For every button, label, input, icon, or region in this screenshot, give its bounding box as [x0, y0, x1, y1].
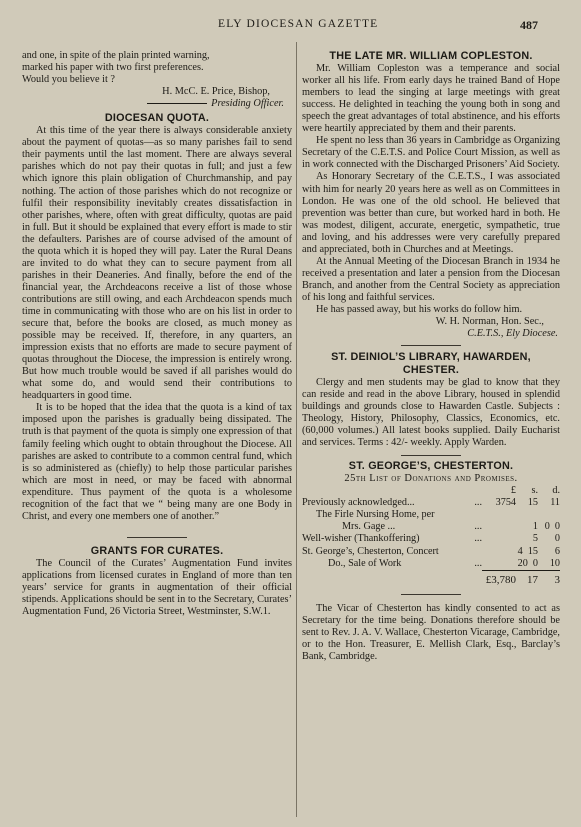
grants-paragraph: The Council of the Curates’ Augmentation Fund invites applications from licensed curates in England of more than ten years’ service for grants in augmentation of their official stipends. Applications should be sent in to the Secretary, Curates’ Augmentation Fund, 26 Victoria Street, Westminster, S.W.1. — [22, 557, 292, 618]
gazette-title: ELY DIOCESAN GAZETTE — [218, 18, 379, 30]
copleston-paragraph-3: As Honorary Secretary of the C.E.T.S., I was associated with him for nearly 20 years here as well as on Committees in London. He was one of the old school. He believed that prevention was better than cure, but worked hard in both. He was modest, diligent, accurate, energetic, sympathetic, true and loving, and his addresses were very carefully prepared and appreciated, both in Churches and at Meetings. — [302, 171, 560, 255]
signature-role: Presiding Officer. — [211, 98, 284, 110]
total-shillings: 17 — [516, 571, 538, 587]
page-header — [0, 18, 581, 34]
intro-line: and one, in spite of the plain printed warning, — [22, 50, 210, 61]
currency-shillings: s. — [531, 484, 538, 496]
total-row — [302, 571, 560, 587]
copleston-heading: THE LATE MR. WILLIAM COPLESTON. — [329, 50, 533, 62]
section-rule — [401, 455, 461, 456]
george-heading: ST. GEORGE’S, CHESTERTON. — [348, 459, 514, 472]
signature-name: H. McC. E. Price, Bishop, — [162, 86, 270, 98]
library-paragraph: Clergy and men students may be glad to know that they can reside and read in the above Library, housed in splendid buildings and grounds close to Hawarden Castle. Subjects : Theology, History, Philosophy, Classics, Economics, etc. (60,000 volumes.) All latest books supplied. Daily Eucharist and services. Terms : 42/- weekly. Apply Warden. — [302, 377, 560, 449]
currency-pence: d. — [552, 484, 560, 496]
george-subheading: 25th List of Donations and Promises. — [344, 472, 518, 484]
library-heading-1: ST. DEINIOL’S LIBRARY, HAWARDEN, — [331, 351, 531, 364]
copleston-signature-1: W. H. Norman, Hon. Sec., — [435, 316, 544, 328]
currency-row — [302, 485, 560, 497]
quota-paragraph-1: At this time of the year there is always considerable anxiety about the payment of quotas—as so many parishes fail to send their payments until the last moment. There are always several parishes which do not pay their quotas in full; and just a few which ignore this plain obligation of Churchmanship, and pay nothing. The action of those parishes which do not recognize or fulfil their responsibility inevitably creates dissatisfaction in other parishes, where, often with great difficulty, quotas are paid in full. But it should be explained that every effort is made to stir the defaulters. Parishes are of course advised of the amount of the quota which it is hoped they will pay. Later the Rural Deans are invited to do what they can to secure payment from all parishes in their Deaneries. And finally, before the end of the financial year, the Archdeacons receive a list of those whose contributions are still owing, and each Archdeacon spends much time in communicating with those who are on his list in order to secure that, before the books are closed, as much money as possible may be received. If, therefore, in any quarters, an impression exists that no efforts are made to secure payment of quotas throughout the Diocese, the impression is entirely wrong. But how much trouble would be saved if all parishes would do what some do, and would send their contributions to headquarters in good time. — [22, 125, 292, 402]
copleston-paragraph-1: Mr. William Copleston was a temperance and social worker all his life. From early days he trained Band of Hope members to lead the singing at large meetings with great success. He delighted in teaching the young both in song and speech the great advantages of total abstinence, and his efforts were heartily appreciated by them and their parents. — [302, 63, 560, 135]
table-row: Previously acknowledged... ... 3754 15 11 — [302, 496, 560, 508]
quota-paragraph-2: It is to be hoped that the idea that the quota is a kind of tax imposed upon the parishes is gradually being dissipated. The truth is that payment of the quota is simply one expression of that family feeling which ought to obtain throughout the Diocese. All parishes are asked to contribute to a common central fund, which is so administered as (chiefly) to help those particular parishes which are most in need, or may be faced with abnormal expenditure. Thus payment of the quota is a wholesome recognition of the fact that we “ being many are one Body in Christ, and every one members one of another.” — [22, 402, 292, 522]
library-heading-2: CHESTER. — [402, 364, 460, 377]
donations-table — [302, 485, 560, 587]
signature-role-line — [22, 98, 292, 110]
vicar-paragraph: The Vicar of Chesterton has kindly consented to act as Secretary for the time being. Donations therefore should be sent to Rev. J. A. V. Wallace, Chesterton Vicarage, Cambridge, or to the Hon. Treasurer, E. Mellish Clark, Esq., Barclay’s Bank, Cambridge. — [302, 603, 560, 663]
copleston-paragraph-2: He spent no less than 36 years in Cambridge as Organizing Secretary of the C.E.T.S. and Police Court Mission, as well as in work connected with the Discharged Prisoners’ Aid Society. — [302, 135, 560, 171]
quota-heading: DIOCESAN QUOTA. — [104, 112, 210, 125]
intro-line: marked his paper with two first preferences. — [22, 62, 204, 74]
intro-line: Would you believe it ? — [22, 74, 115, 86]
table-row: Mrs. Gage ... ... 1 0 0 — [342, 521, 560, 533]
column-divider — [296, 42, 297, 817]
copleston-paragraph-4: At the Annual Meeting of the Diocesan Branch in 1934 he received a presentation and later a pension from the Diocesan Branch, and another from the Central Society as appreciation of his long and faithful services. — [302, 255, 560, 303]
copleston-signature-2: C.E.T.S., Ely Diocese. — [467, 328, 558, 340]
right-column — [302, 48, 560, 663]
table-row: The Firle Nursing Home, per — [316, 509, 435, 520]
copleston-paragraph-5: He has passed away, but his works do follow him. — [316, 303, 523, 315]
grants-heading: GRANTS FOR CURATES. — [90, 544, 224, 557]
table-row: Do., Sale of Work ... 20 0 10 — [328, 557, 560, 569]
section-rule — [401, 594, 461, 595]
section-rule — [401, 345, 461, 346]
total-pounds: £3,780 — [482, 571, 516, 587]
signature-rule — [147, 103, 207, 104]
table-row: St. George’s, Chesterton, Concert 4 15 6 — [302, 545, 560, 557]
table-row: Well-wisher (Thankoffering) ... 5 0 — [302, 533, 560, 545]
left-column — [22, 50, 292, 618]
currency-pounds: £ — [510, 484, 516, 496]
section-rule — [127, 537, 187, 538]
page-number: 487 — [520, 18, 538, 32]
total-pence: 3 — [538, 571, 560, 587]
